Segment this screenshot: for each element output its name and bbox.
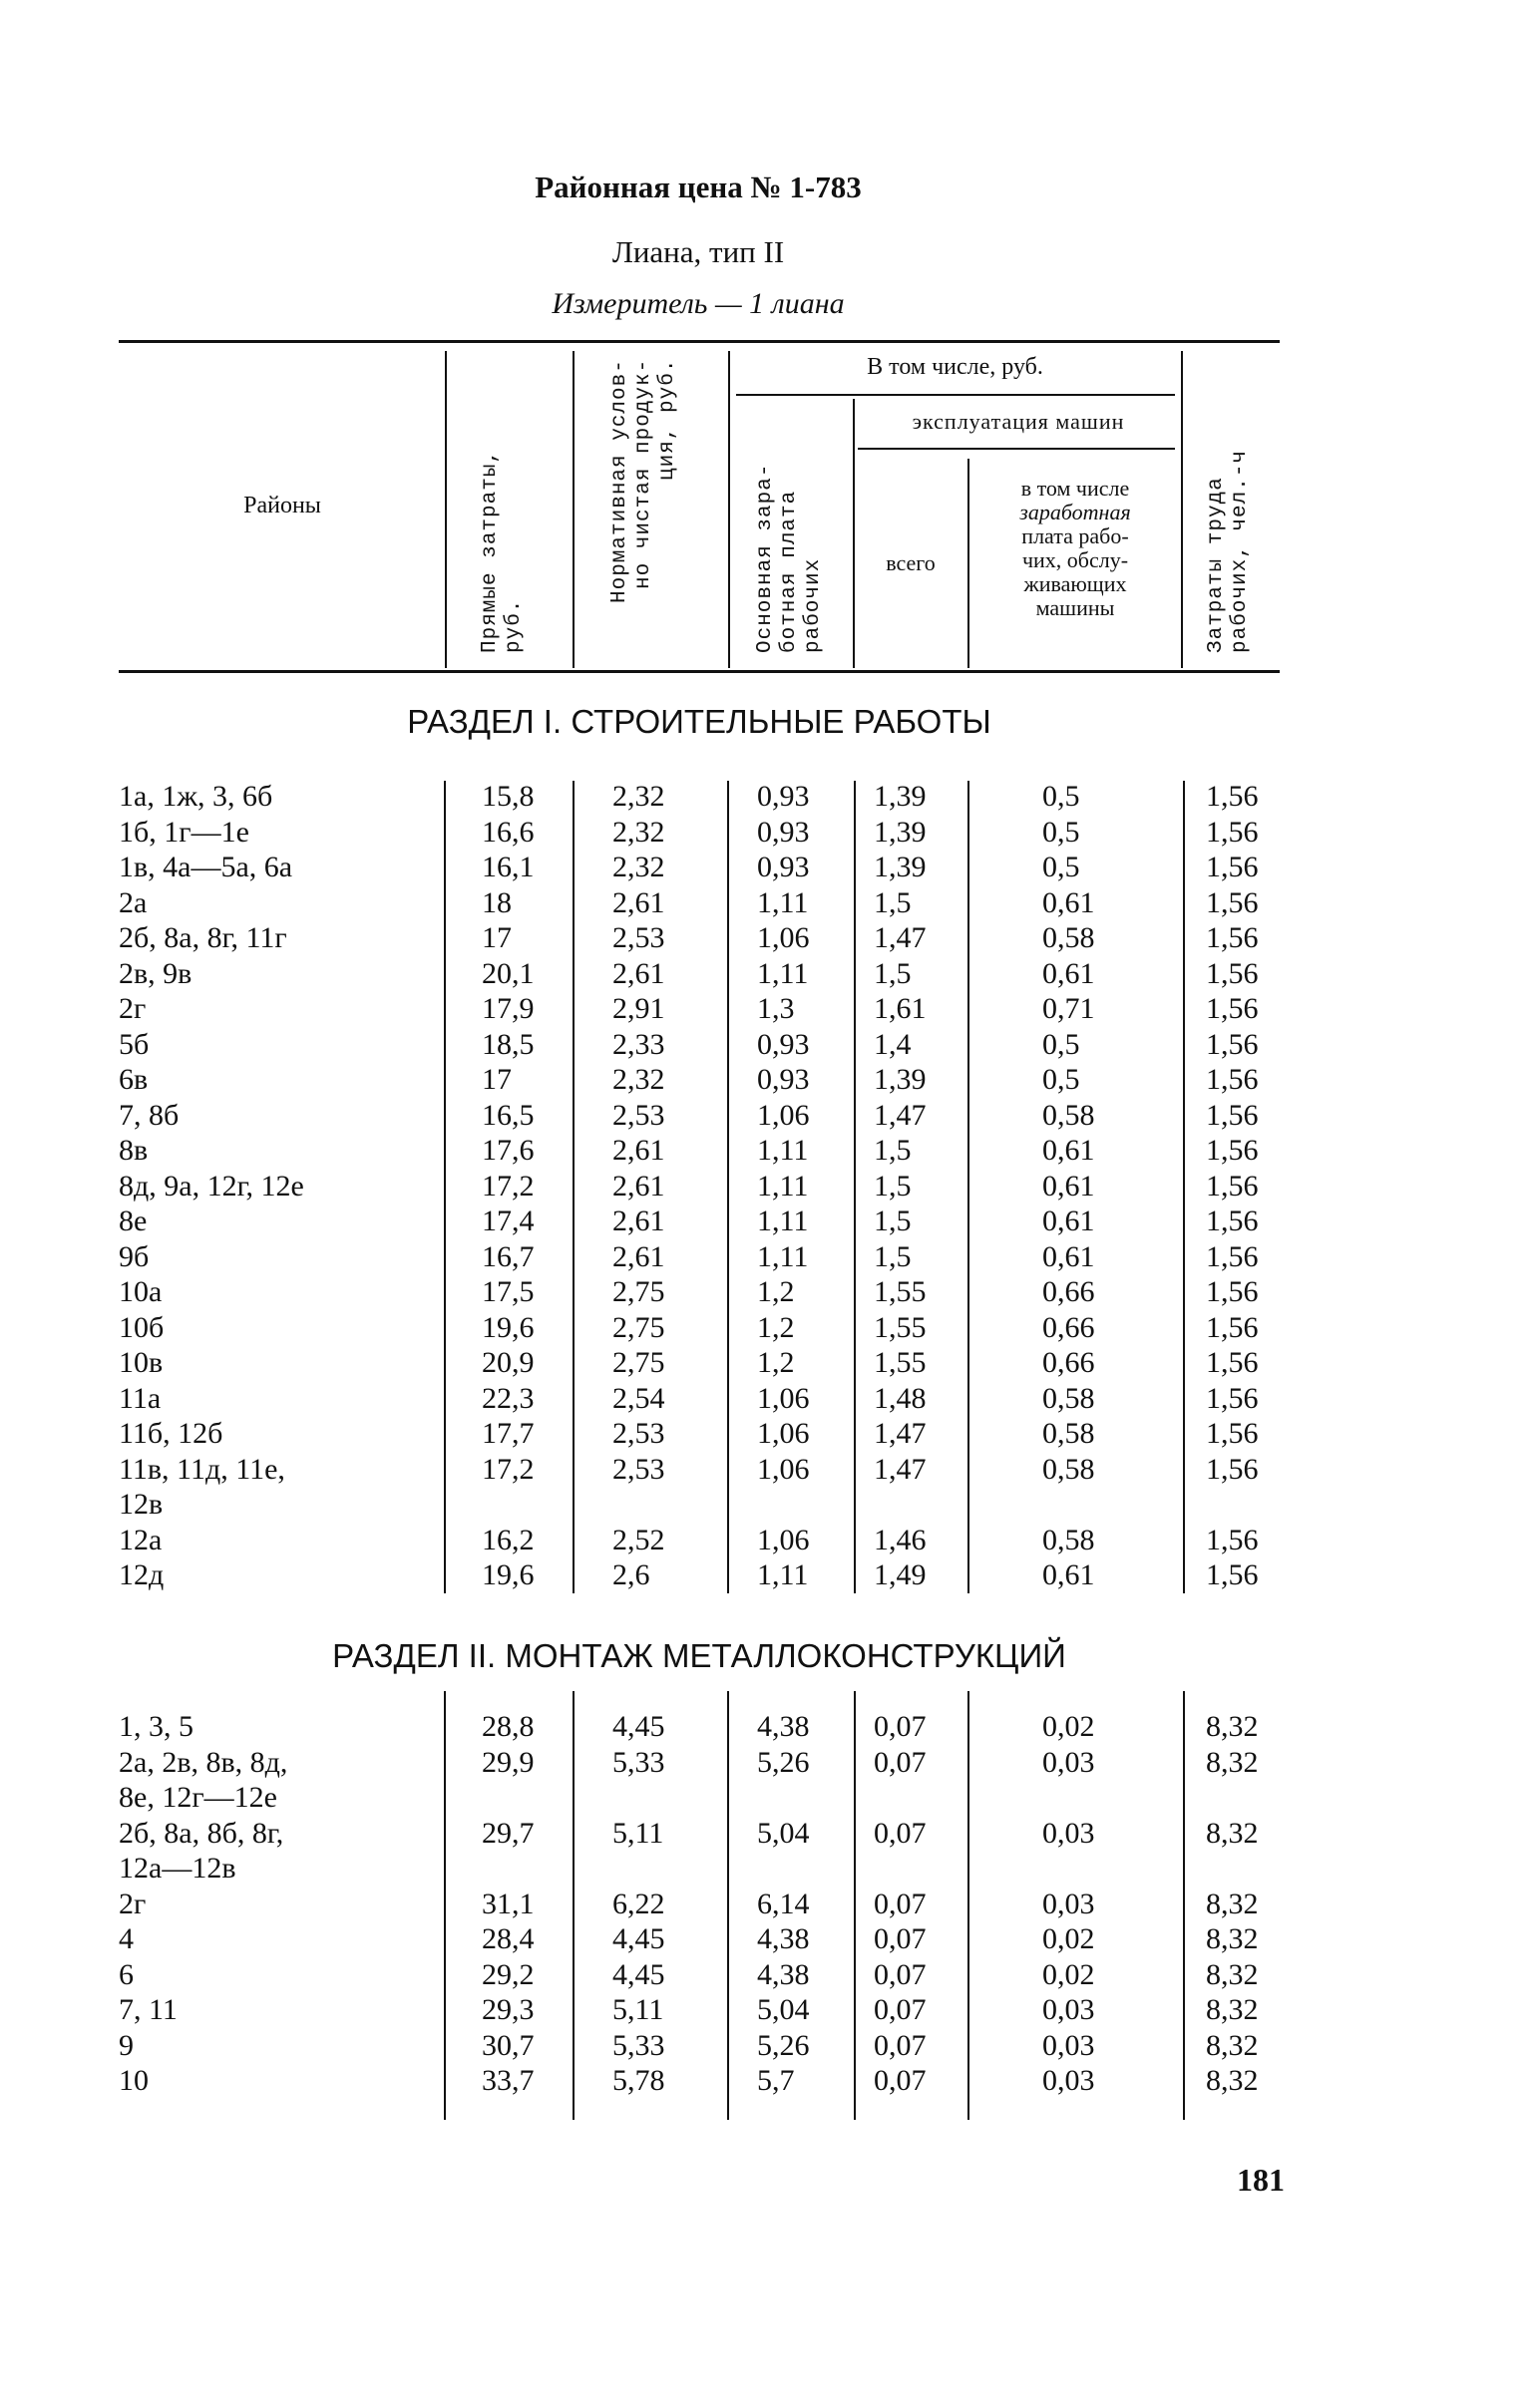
base-wage-cell: 1,11 xyxy=(757,956,809,990)
table-row xyxy=(119,1062,1280,1098)
region-cell: 10б xyxy=(119,1310,165,1344)
machine-total-cell: 1,61 xyxy=(874,992,927,1025)
normative-cell: 2,75 xyxy=(612,1310,665,1344)
labor-cell: 1,56 xyxy=(1206,1381,1259,1415)
direct-costs-cell: 29,9 xyxy=(482,1745,535,1779)
direct-costs-cell: 16,6 xyxy=(482,815,535,849)
region-cell: 5б xyxy=(119,1027,150,1061)
normative-cell: 2,75 xyxy=(612,1275,665,1308)
normative-cell: 5,78 xyxy=(612,2064,665,2097)
table-row xyxy=(119,1557,1280,1593)
machine-wage-cell: 0,58 xyxy=(1042,1452,1095,1486)
direct-costs-cell: 16,5 xyxy=(482,1098,535,1132)
labor-cell: 8,32 xyxy=(1206,1993,1259,2026)
labor-cell: 8,32 xyxy=(1206,2028,1259,2062)
machine-total-cell: 0,07 xyxy=(874,1710,927,1743)
divider xyxy=(573,351,575,668)
region-cell: 10 xyxy=(119,2064,149,2097)
region-cell: 1, 3, 5 xyxy=(119,1710,193,1743)
header-normative: Нормативная услов- но чистая продук- ция, руб. xyxy=(608,359,679,603)
machine-total-cell: 1,5 xyxy=(874,885,912,919)
region-cell: 11б, 12б xyxy=(119,1417,223,1450)
machine-wage-cell: 0,5 xyxy=(1042,1027,1080,1061)
machine-wage-cell: 0,5 xyxy=(1042,851,1080,883)
normative-cell: 5,11 xyxy=(612,1993,664,2026)
region-cell: 8д, 9а, 12г, 12е xyxy=(119,1169,304,1203)
base-wage-cell: 6,14 xyxy=(757,1887,810,1920)
region-cell: 2а xyxy=(119,885,148,919)
labor-cell: 1,56 xyxy=(1206,1169,1259,1203)
normative-cell: 4,45 xyxy=(612,1710,665,1743)
machine-wage-cell: 0,03 xyxy=(1042,2028,1095,2062)
normative-cell: 6,22 xyxy=(612,1887,665,1920)
machine-total-cell: 1,47 xyxy=(874,1452,927,1486)
normative-cell: 2,6 xyxy=(612,1558,650,1591)
region-cell: 11в, 11д, 11е, 12в xyxy=(119,1452,285,1521)
machine-wage-cell: 0,02 xyxy=(1042,1710,1095,1743)
labor-cell: 8,32 xyxy=(1206,1957,1259,1991)
header-base-wage: Основная зара- ботная плата рабочих xyxy=(754,463,825,653)
table-row xyxy=(119,920,1280,956)
normative-cell: 2,32 xyxy=(612,780,665,813)
region-cell: 12а xyxy=(119,1523,163,1556)
section-2-rows xyxy=(119,1709,1280,2099)
labor-cell: 1,56 xyxy=(1206,1098,1259,1132)
machine-wage-cell: 0,61 xyxy=(1042,1134,1095,1167)
labor-cell: 1,56 xyxy=(1206,1417,1259,1450)
base-wage-cell: 1,06 xyxy=(757,1523,810,1556)
direct-costs-cell: 18,5 xyxy=(482,1027,535,1061)
labor-cell: 1,56 xyxy=(1206,1452,1259,1486)
normative-cell: 2,32 xyxy=(612,851,665,883)
region-cell: 6 xyxy=(119,1957,134,1991)
machine-wage-cell: 0,58 xyxy=(1042,1417,1095,1450)
labor-cell: 1,56 xyxy=(1206,956,1259,990)
machine-total-cell: 1,39 xyxy=(874,1063,927,1096)
direct-costs-cell: 20,9 xyxy=(482,1346,535,1379)
normative-cell: 2,61 xyxy=(612,1169,665,1203)
base-wage-cell: 1,11 xyxy=(757,1169,809,1203)
direct-costs-cell: 20,1 xyxy=(482,956,535,990)
table-row xyxy=(119,815,1280,851)
base-wage-cell: 0,93 xyxy=(757,1063,810,1096)
normative-cell: 2,61 xyxy=(612,1134,665,1167)
machine-total-cell: 1,5 xyxy=(874,1169,912,1203)
divider xyxy=(858,448,1175,450)
direct-costs-cell: 19,6 xyxy=(482,1310,535,1344)
normative-cell: 4,45 xyxy=(612,1957,665,1991)
document-title: Районная цена № 1-783 xyxy=(535,170,862,204)
machine-total-cell: 1,48 xyxy=(874,1381,927,1415)
direct-costs-cell: 17,6 xyxy=(482,1134,535,1167)
table-row xyxy=(119,1745,1280,1816)
machine-wage-cell: 0,58 xyxy=(1042,921,1095,954)
normative-cell: 5,11 xyxy=(612,1816,664,1850)
region-cell: 2г xyxy=(119,992,147,1025)
direct-costs-cell: 19,6 xyxy=(482,1558,535,1591)
labor-cell: 1,56 xyxy=(1206,1027,1259,1061)
machine-total-cell: 0,07 xyxy=(874,1957,927,1991)
labor-cell: 1,56 xyxy=(1206,1310,1259,1344)
header-bottom-rule xyxy=(119,670,1280,673)
base-wage-cell: 1,06 xyxy=(757,1417,810,1450)
divider xyxy=(728,351,730,668)
divider xyxy=(853,399,855,668)
table-row xyxy=(119,2028,1280,2064)
top-rule xyxy=(119,340,1280,343)
base-wage-cell: 1,06 xyxy=(757,1098,810,1132)
machine-total-cell: 1,49 xyxy=(874,1558,927,1591)
base-wage-cell: 0,93 xyxy=(757,780,810,813)
region-cell: 8в xyxy=(119,1134,149,1167)
direct-costs-cell: 29,3 xyxy=(482,1993,535,2026)
base-wage-cell: 1,11 xyxy=(757,1558,809,1591)
machine-total-cell: 1,46 xyxy=(874,1523,927,1556)
base-wage-cell: 1,2 xyxy=(757,1275,795,1308)
table-row xyxy=(119,1310,1280,1346)
region-cell: 10в xyxy=(119,1346,164,1379)
table-row xyxy=(119,956,1280,992)
region-cell: 1б, 1г—1е xyxy=(119,815,249,849)
labor-cell: 1,56 xyxy=(1206,1275,1259,1308)
machine-total-cell: 1,47 xyxy=(874,921,927,954)
normative-cell: 5,33 xyxy=(612,1745,665,1779)
normative-cell: 2,53 xyxy=(612,1098,665,1132)
machine-wage-cell: 0,03 xyxy=(1042,1887,1095,1920)
machine-total-cell: 0,07 xyxy=(874,1993,927,2026)
table-row xyxy=(119,1381,1280,1417)
normative-cell: 4,45 xyxy=(612,1922,665,1955)
labor-cell: 1,56 xyxy=(1206,921,1259,954)
base-wage-cell: 1,11 xyxy=(757,1134,809,1167)
machine-wage-cell: 0,61 xyxy=(1042,1239,1095,1273)
table-row xyxy=(119,1345,1280,1381)
normative-cell: 2,32 xyxy=(612,1063,665,1096)
direct-costs-cell: 28,4 xyxy=(482,1922,535,1955)
table-row xyxy=(119,1204,1280,1239)
direct-costs-cell: 17,9 xyxy=(482,992,535,1025)
labor-cell: 1,56 xyxy=(1206,1204,1259,1237)
direct-costs-cell: 31,1 xyxy=(482,1887,535,1920)
normative-cell: 2,53 xyxy=(612,1452,665,1486)
machine-wage-cell: 0,03 xyxy=(1042,1745,1095,1779)
measure-unit: Измеритель — 1 лиана xyxy=(552,287,845,320)
base-wage-cell: 1,2 xyxy=(757,1346,795,1379)
header-regions: Районы xyxy=(243,493,321,518)
region-cell: 7, 11 xyxy=(119,1993,178,2026)
machine-total-cell: 1,39 xyxy=(874,780,927,813)
direct-costs-cell: 29,7 xyxy=(482,1816,535,1850)
machine-wage-cell: 0,66 xyxy=(1042,1310,1095,1344)
labor-cell: 1,56 xyxy=(1206,1134,1259,1167)
labor-cell: 8,32 xyxy=(1206,1816,1259,1850)
machine-total-cell: 0,07 xyxy=(874,1745,927,1779)
base-wage-cell: 1,06 xyxy=(757,921,810,954)
machine-total-cell: 0,07 xyxy=(874,1816,927,1850)
machine-total-cell: 1,5 xyxy=(874,1239,912,1273)
region-cell: 7, 8б xyxy=(119,1098,180,1132)
machine-total-cell: 1,47 xyxy=(874,1417,927,1450)
direct-costs-cell: 17 xyxy=(482,921,512,954)
table-row xyxy=(119,850,1280,885)
machine-wage-cell: 0,66 xyxy=(1042,1346,1095,1379)
machine-total-cell: 1,47 xyxy=(874,1098,927,1132)
header-including: В том числе, руб. xyxy=(867,354,1043,380)
machine-wage-cell: 0,61 xyxy=(1042,885,1095,919)
base-wage-cell: 1,06 xyxy=(757,1452,810,1486)
table-row xyxy=(119,1274,1280,1310)
table-row xyxy=(119,1027,1280,1063)
region-cell: 12д xyxy=(119,1558,165,1591)
table-row xyxy=(119,1239,1280,1275)
table-row xyxy=(119,1921,1280,1957)
labor-cell: 1,56 xyxy=(1206,1558,1259,1591)
normative-cell: 2,61 xyxy=(612,885,665,919)
header-including-wage-line2: заработная xyxy=(1019,500,1131,524)
machine-total-cell: 1,39 xyxy=(874,851,927,883)
normative-cell: 2,52 xyxy=(612,1523,665,1556)
table-row xyxy=(119,779,1280,815)
direct-costs-cell: 17,4 xyxy=(482,1204,535,1237)
machine-wage-cell: 0,61 xyxy=(1042,1204,1095,1237)
labor-cell: 1,56 xyxy=(1206,992,1259,1025)
region-cell: 2в, 9в xyxy=(119,956,192,990)
machine-wage-cell: 0,02 xyxy=(1042,1922,1095,1955)
machine-wage-cell: 0,03 xyxy=(1042,1993,1095,2026)
region-cell: 11а xyxy=(119,1381,162,1415)
table-row xyxy=(119,1098,1280,1134)
machine-total-cell: 1,5 xyxy=(874,1134,912,1167)
direct-costs-cell: 17,7 xyxy=(482,1417,535,1450)
divider xyxy=(1181,351,1183,668)
base-wage-cell: 0,93 xyxy=(757,851,810,883)
direct-costs-cell: 16,1 xyxy=(482,851,535,883)
machine-total-cell: 0,07 xyxy=(874,2028,927,2062)
page-number: 181 xyxy=(1237,2162,1285,2198)
normative-cell: 2,32 xyxy=(612,815,665,849)
header-direct-costs: Прямые затраты, руб. xyxy=(479,449,526,653)
table-row xyxy=(119,1169,1280,1204)
region-cell: 6в xyxy=(119,1063,149,1096)
labor-cell: 1,56 xyxy=(1206,851,1259,883)
divider xyxy=(736,394,1175,396)
region-cell: 9б xyxy=(119,1239,150,1273)
header-machine-operation: эксплуатация машин xyxy=(912,409,1125,434)
direct-costs-cell: 30,7 xyxy=(482,2028,535,2062)
table-row xyxy=(119,991,1280,1027)
machine-total-cell: 1,4 xyxy=(874,1027,912,1061)
machine-total-cell: 1,5 xyxy=(874,956,912,990)
labor-cell: 1,56 xyxy=(1206,1523,1259,1556)
normative-cell: 2,75 xyxy=(612,1346,665,1379)
base-wage-cell: 0,93 xyxy=(757,815,810,849)
region-cell: 1а, 1ж, 3, 6б xyxy=(119,780,273,813)
direct-costs-cell: 17,2 xyxy=(482,1169,535,1203)
base-wage-cell: 1,2 xyxy=(757,1310,795,1344)
table-row xyxy=(119,1992,1280,2028)
header-labor: Затраты труда рабочих, чел.-ч xyxy=(1205,449,1252,653)
direct-costs-cell: 15,8 xyxy=(482,780,535,813)
section-1-title: РАЗДЕЛ I. СТРОИТЕЛЬНЫЕ РАБОТЫ xyxy=(407,703,991,740)
region-cell: 10а xyxy=(119,1275,163,1308)
direct-costs-cell: 22,3 xyxy=(482,1381,535,1415)
labor-cell: 8,32 xyxy=(1206,1710,1259,1743)
normative-cell: 2,91 xyxy=(612,992,665,1025)
labor-cell: 1,56 xyxy=(1206,1063,1259,1096)
region-cell: 1в, 4а—5а, 6а xyxy=(119,851,293,883)
normative-cell: 2,53 xyxy=(612,1417,665,1450)
base-wage-cell: 1,11 xyxy=(757,885,809,919)
machine-wage-cell: 0,5 xyxy=(1042,1063,1080,1096)
header-including-wage-line1: в том числе xyxy=(1020,476,1130,501)
normative-cell: 2,61 xyxy=(612,1239,665,1273)
machine-wage-cell: 0,71 xyxy=(1042,992,1095,1025)
direct-costs-cell: 17,2 xyxy=(482,1452,535,1486)
normative-cell: 2,33 xyxy=(612,1027,665,1061)
machine-total-cell: 0,07 xyxy=(874,1887,927,1920)
normative-cell: 2,61 xyxy=(612,956,665,990)
labor-cell: 8,32 xyxy=(1206,1745,1259,1779)
machine-total-cell: 0,07 xyxy=(874,2064,927,2097)
direct-costs-cell: 28,8 xyxy=(482,1710,535,1743)
header-including-wage xyxy=(969,477,1181,620)
normative-cell: 2,53 xyxy=(612,921,665,954)
region-cell: 2б, 8а, 8г, 11г xyxy=(119,921,287,954)
machine-wage-cell: 0,03 xyxy=(1042,1816,1095,1850)
machine-wage-cell: 0,61 xyxy=(1042,1558,1095,1591)
section-1-rows xyxy=(119,779,1280,1593)
region-cell: 4 xyxy=(119,1922,134,1955)
region-cell: 2а, 2в, 8в, 8д, 8е, 12г—12е xyxy=(119,1745,288,1814)
normative-cell: 2,54 xyxy=(612,1381,665,1415)
labor-cell: 1,56 xyxy=(1206,1346,1259,1379)
table-row xyxy=(119,1523,1280,1558)
direct-costs-cell: 16,7 xyxy=(482,1239,535,1273)
base-wage-cell: 1,11 xyxy=(757,1239,809,1273)
normative-cell: 2,61 xyxy=(612,1204,665,1237)
labor-cell: 1,56 xyxy=(1206,815,1259,849)
table-row xyxy=(119,1816,1280,1887)
machine-total-cell: 1,5 xyxy=(874,1204,912,1237)
base-wage-cell: 5,26 xyxy=(757,2028,810,2062)
machine-wage-cell: 0,61 xyxy=(1042,1169,1095,1203)
base-wage-cell: 4,38 xyxy=(757,1710,810,1743)
base-wage-cell: 4,38 xyxy=(757,1957,810,1991)
base-wage-cell: 1,06 xyxy=(757,1381,810,1415)
base-wage-cell: 5,04 xyxy=(757,1993,810,2026)
section-2-title: РАЗДЕЛ II. МОНТАЖ МЕТАЛЛОКОНСТРУКЦИЙ xyxy=(332,1637,1066,1674)
direct-costs-cell: 33,7 xyxy=(482,2064,535,2097)
labor-cell: 1,56 xyxy=(1206,1239,1259,1273)
machine-wage-cell: 0,03 xyxy=(1042,2064,1095,2097)
table-row xyxy=(119,1133,1280,1169)
labor-cell: 8,32 xyxy=(1206,1922,1259,1955)
direct-costs-cell: 18 xyxy=(482,885,512,919)
machine-total-cell: 1,55 xyxy=(874,1310,927,1344)
base-wage-cell: 0,93 xyxy=(757,1027,810,1061)
labor-cell: 1,56 xyxy=(1206,885,1259,919)
direct-costs-cell: 17,5 xyxy=(482,1275,535,1308)
base-wage-cell: 1,3 xyxy=(757,992,795,1025)
machine-total-cell: 1,55 xyxy=(874,1346,927,1379)
table-row xyxy=(119,1452,1280,1523)
table-row xyxy=(119,1416,1280,1452)
table-row xyxy=(119,2063,1280,2099)
table-row xyxy=(119,1887,1280,1922)
header-including-wage-line3: плата рабо- чих, обслу- живающих машины xyxy=(1021,523,1129,620)
region-cell: 2г xyxy=(119,1887,147,1920)
machine-wage-cell: 0,58 xyxy=(1042,1523,1095,1556)
machine-total-cell: 1,55 xyxy=(874,1275,927,1308)
machine-wage-cell: 0,61 xyxy=(1042,956,1095,990)
header-total: всего xyxy=(886,550,936,575)
table-row xyxy=(119,1957,1280,1993)
region-cell: 2б, 8а, 8б, 8г, 12а—12в xyxy=(119,1816,284,1885)
base-wage-cell: 5,7 xyxy=(757,2064,795,2097)
machine-wage-cell: 0,66 xyxy=(1042,1275,1095,1308)
direct-costs-cell: 17 xyxy=(482,1063,512,1096)
region-cell: 8е xyxy=(119,1204,148,1237)
table-row xyxy=(119,885,1280,921)
direct-costs-cell: 16,2 xyxy=(482,1523,535,1556)
base-wage-cell: 4,38 xyxy=(757,1922,810,1955)
direct-costs-cell: 29,2 xyxy=(482,1957,535,1991)
labor-cell: 8,32 xyxy=(1206,1887,1259,1920)
labor-cell: 8,32 xyxy=(1206,2064,1259,2097)
machine-wage-cell: 0,5 xyxy=(1042,780,1080,813)
machine-total-cell: 0,07 xyxy=(874,1922,927,1955)
machine-wage-cell: 0,5 xyxy=(1042,815,1080,849)
base-wage-cell: 5,26 xyxy=(757,1745,810,1779)
machine-wage-cell: 0,58 xyxy=(1042,1098,1095,1132)
machine-wage-cell: 0,02 xyxy=(1042,1957,1095,1991)
base-wage-cell: 5,04 xyxy=(757,1816,810,1850)
normative-cell: 5,33 xyxy=(612,2028,665,2062)
machine-wage-cell: 0,58 xyxy=(1042,1381,1095,1415)
labor-cell: 1,56 xyxy=(1206,780,1259,813)
region-cell: 9 xyxy=(119,2028,134,2062)
base-wage-cell: 1,11 xyxy=(757,1204,809,1237)
document-subtitle: Лиана, тип II xyxy=(611,234,785,269)
table-row xyxy=(119,1709,1280,1745)
machine-total-cell: 1,39 xyxy=(874,815,927,849)
